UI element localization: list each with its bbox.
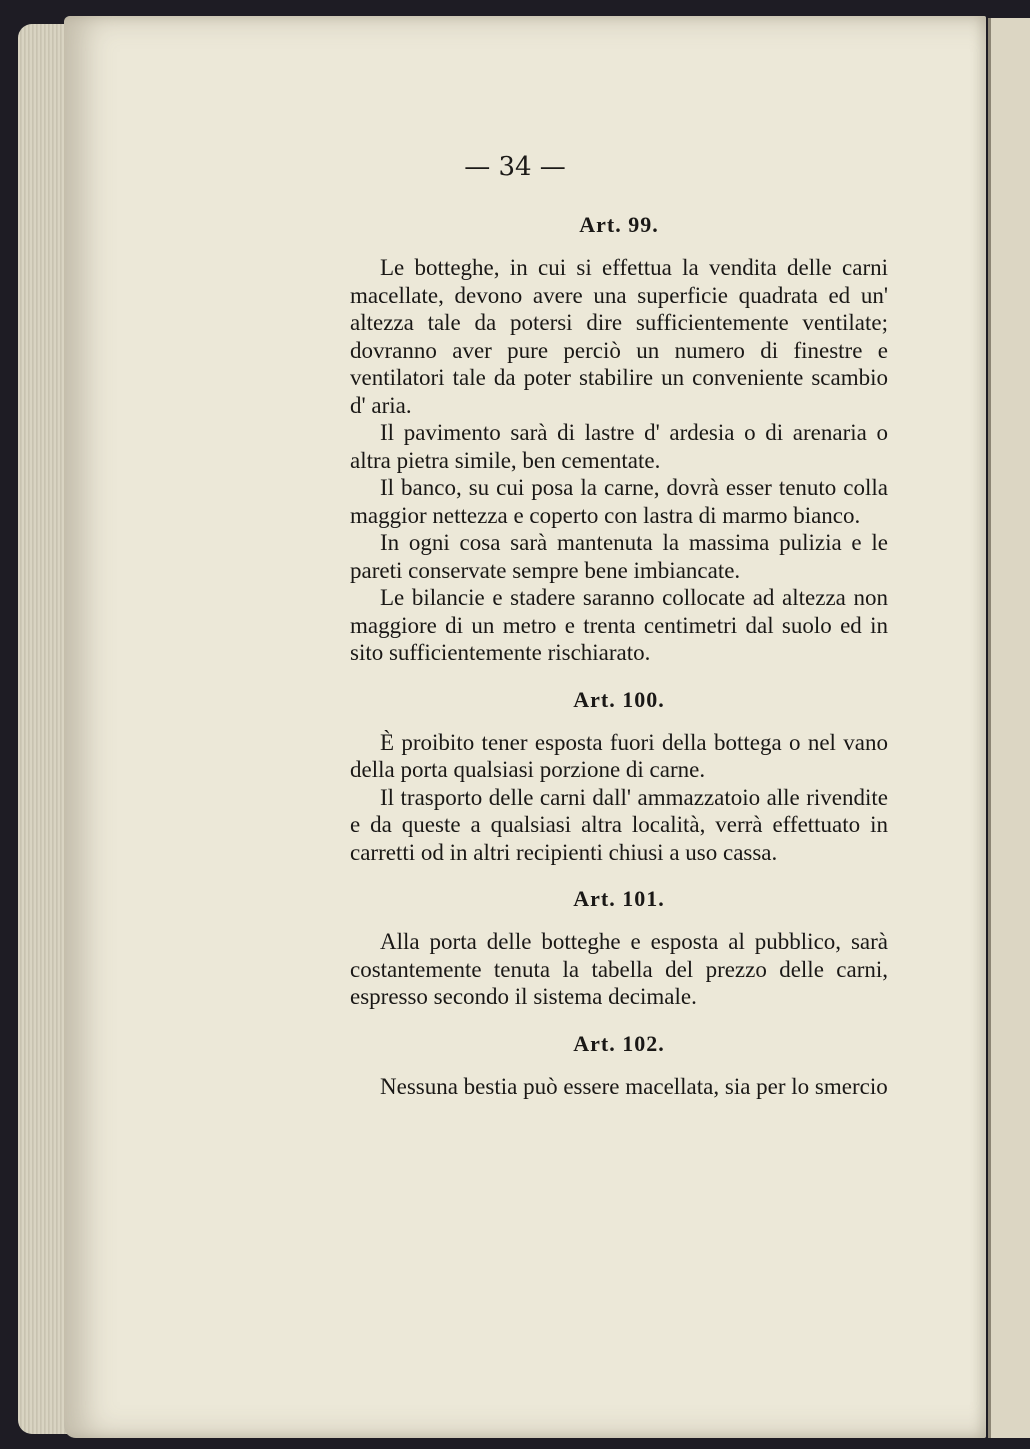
page-number-row (0, 152, 1030, 182)
paragraph: Le bilancie e stadere saranno collocate ad altezza non maggiore di un metro e trenta centimetri dal suolo ed in sito sufficientemente rischiarato. (350, 585, 888, 665)
article-heading: Art. 101. (573, 886, 665, 911)
article-100 (350, 685, 888, 867)
article-102 (350, 1029, 888, 1101)
page-number: — 34 — (464, 152, 566, 182)
paragraph: Il banco, su cui posa la carne, dovrà esser tenuto colla maggior nettezza e coperto con lastra di marmo bianco. (350, 475, 888, 528)
text-block (350, 210, 888, 1100)
paragraph: Il trasporto delle carni dall' ammazzatoio alle rivendite e da queste a qualsiasi altra località, verrà effettuato in carretti od in altri recipienti chiusi a uso cassa. (350, 784, 888, 865)
paragraph: Le botteghe, in cui si effettua la vendita delle carni macellate, devono avere una superficie quadrata ed un' altezza tale da potersi dire sufficientemente ventilate; dovranno aver pure perciò un numero di finestre e ventilatori tale da poter stabilire un conveniente scambio d' aria. (350, 255, 888, 418)
article-heading: Art. 102. (573, 1030, 665, 1056)
paragraph: Nessuna bestia può essere macellata, sia per lo smercio (380, 1073, 888, 1099)
paragraph: Alla porta delle botteghe e esposta al pubblico, sarà costantemente tenuta la tabella del prezzo delle carni, espresso secondo il sistema decimale. (350, 929, 888, 1009)
article-heading: Art. 100. (573, 686, 665, 712)
article-99 (350, 210, 888, 667)
article-heading: Art. 99. (579, 212, 659, 237)
facing-page-edge (988, 18, 1030, 1438)
paragraph: È proibito tener esposta fuori della bottega o nel vano della porta qualsiasi porzione di carne. (350, 729, 888, 782)
paragraph: In ogni cosa sarà mantenuta la massima pulizia e le pareti conservate sempre bene imbiancate. (350, 530, 888, 583)
article-101 (350, 884, 888, 1011)
paragraph: Il pavimento sarà di lastre d' ardesia o di arenaria o altra pietra simile, ben cementate. (350, 420, 888, 473)
